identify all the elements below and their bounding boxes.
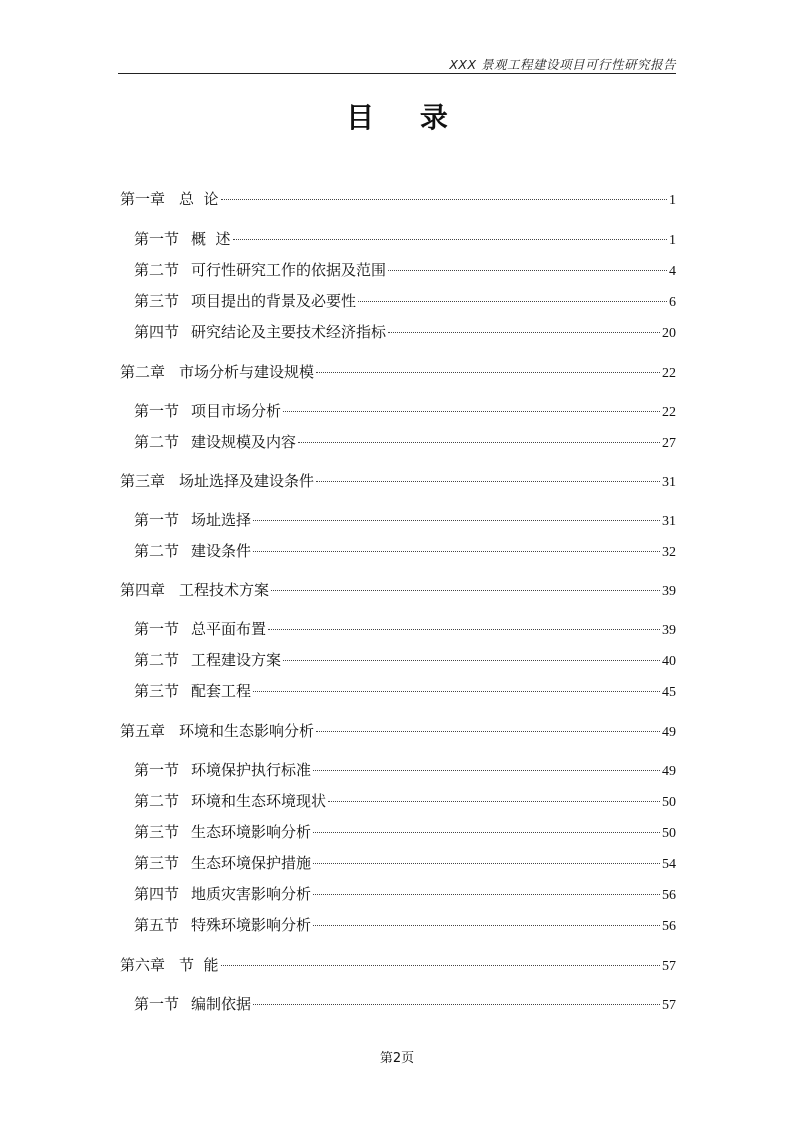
- toc-entry-label: 第四节: [134, 885, 180, 903]
- header-rule: [118, 73, 676, 74]
- toc-section-entry[interactable]: [134, 431, 676, 453]
- toc-dot-leader: [328, 801, 660, 802]
- toc-entry-page-number: 22: [662, 366, 676, 381]
- toc-section-entry[interactable]: [134, 649, 676, 671]
- running-header: XXX 景观工程建设项目可行性研究报告: [449, 57, 676, 72]
- toc-chapter-entry[interactable]: [120, 188, 676, 210]
- toc-entry-page-number: 4: [669, 264, 676, 279]
- toc-entry-page-number: 1: [669, 193, 676, 208]
- toc-chapter-entry[interactable]: [120, 579, 676, 601]
- toc-section-entry[interactable]: [134, 290, 676, 312]
- toc-dot-leader: [316, 372, 660, 373]
- toc-entry-title: 项目提出的背景及必要性: [191, 292, 357, 310]
- toc-entry-title: 编制依据: [191, 995, 252, 1013]
- toc-dot-leader: [316, 731, 660, 732]
- toc-entry-page-number: 57: [662, 959, 676, 974]
- toc-entry-label: 第二节: [134, 792, 180, 810]
- toc-entry-label: 第一节: [134, 995, 180, 1013]
- toc-entry-title: 场址选择: [191, 511, 252, 529]
- toc-entry-title: 总 论: [179, 190, 219, 208]
- toc-entry-title: 环境和生态环境现状: [191, 792, 327, 810]
- toc-section-entry[interactable]: [134, 228, 676, 250]
- toc-entry-label: 第四章: [120, 581, 166, 599]
- toc-entry-title: 总平面布置: [191, 620, 267, 638]
- toc-entry-label: 第二章: [120, 363, 166, 381]
- toc-entry-page-number: 31: [662, 475, 676, 490]
- toc-entry-title: 概 述: [191, 230, 231, 248]
- toc-dot-leader: [253, 691, 660, 692]
- toc-dot-leader: [221, 199, 667, 200]
- toc-section-entry[interactable]: [134, 400, 676, 422]
- toc-entry-title: 可行性研究工作的依据及范围: [191, 261, 387, 279]
- toc-entry-title: 配套工程: [191, 682, 252, 700]
- toc-entry-page-number: 57: [662, 998, 676, 1013]
- toc-section-entry[interactable]: [134, 852, 676, 874]
- toc-entry-title: 生态环境影响分析: [191, 823, 312, 841]
- toc-entry-label: 第一节: [134, 511, 180, 529]
- toc-entry-title: 建设条件: [191, 542, 252, 560]
- toc-entry-title: 研究结论及主要技术经济指标: [191, 323, 387, 341]
- toc-section-entry[interactable]: [134, 914, 676, 936]
- toc-entry-page-number: 31: [662, 514, 676, 529]
- toc-entry-title: 工程技术方案: [179, 581, 270, 599]
- toc-entry-title: 市场分析与建设规模: [179, 363, 315, 381]
- toc-dot-leader: [316, 481, 660, 482]
- toc-entry-page-number: 50: [662, 826, 676, 841]
- toc-section-entry[interactable]: [134, 883, 676, 905]
- toc-entry-label: 第三节: [134, 823, 180, 841]
- toc-entry-page-number: 49: [662, 725, 676, 740]
- toc-entry-label: 第三节: [134, 682, 180, 700]
- toc-dot-leader: [388, 270, 667, 271]
- toc-entry-label: 第一节: [134, 620, 180, 638]
- toc-dot-leader: [253, 520, 660, 521]
- toc-chapter-entry[interactable]: [120, 954, 676, 976]
- toc-entry-label: 第一节: [134, 402, 180, 420]
- toc-entry-title: 工程建设方案: [191, 651, 282, 669]
- toc-entry-title: 场址选择及建设条件: [179, 472, 315, 490]
- toc-dot-leader: [313, 832, 660, 833]
- toc-chapter-entry[interactable]: [120, 470, 676, 492]
- toc-entry-page-number: 56: [662, 919, 676, 934]
- toc-dot-leader: [388, 332, 660, 333]
- toc-entry-label: 第二节: [134, 542, 180, 560]
- toc-entry-label: 第三章: [120, 472, 166, 490]
- toc-entry-page-number: 50: [662, 795, 676, 810]
- toc-entry-title: 环境保护执行标准: [191, 761, 312, 779]
- toc-dot-leader: [313, 770, 660, 771]
- toc-entry-label: 第五节: [134, 916, 180, 934]
- toc-entry-page-number: 6: [669, 295, 676, 310]
- toc-section-entry[interactable]: [134, 759, 676, 781]
- toc-entry-title: 建设规模及内容: [191, 433, 297, 451]
- toc-entry-page-number: 39: [662, 623, 676, 638]
- toc-chapter-entry[interactable]: [120, 361, 676, 383]
- toc-entry-label: 第一章: [120, 190, 166, 208]
- toc-section-entry[interactable]: [134, 321, 676, 343]
- toc-section-entry[interactable]: [134, 509, 676, 531]
- toc-entry-page-number: 20: [662, 326, 676, 341]
- toc-dot-leader: [268, 629, 660, 630]
- toc-entry-title: 地质灾害影响分析: [191, 885, 312, 903]
- toc-dot-leader: [283, 411, 660, 412]
- toc-dot-leader: [313, 925, 660, 926]
- toc-section-entry[interactable]: [134, 790, 676, 812]
- toc-entry-page-number: 56: [662, 888, 676, 903]
- toc-section-entry[interactable]: [134, 259, 676, 281]
- toc-heading: 目 录: [346, 101, 466, 134]
- toc-entry-page-number: 22: [662, 405, 676, 420]
- toc-dot-leader: [298, 442, 660, 443]
- toc-entry-label: 第五章: [120, 722, 166, 740]
- toc-entry-label: 第三节: [134, 854, 180, 872]
- toc-entry-label: 第一节: [134, 230, 180, 248]
- toc-entry-label: 第二节: [134, 433, 180, 451]
- toc-chapter-entry[interactable]: [120, 720, 676, 742]
- toc-dot-leader: [253, 551, 660, 552]
- toc-entry-title: 节 能: [179, 956, 219, 974]
- toc-entry-page-number: 32: [662, 545, 676, 560]
- toc-entry-page-number: 27: [662, 436, 676, 451]
- toc-entry-title: 特殊环境影响分析: [191, 916, 312, 934]
- toc-dot-leader: [313, 863, 660, 864]
- toc-entry-label: 第二节: [134, 261, 180, 279]
- toc-section-entry[interactable]: [134, 540, 676, 562]
- toc-entry-title: 项目市场分析: [191, 402, 282, 420]
- toc-entry-page-number: 54: [662, 857, 676, 872]
- toc-entry-label: 第六章: [120, 956, 166, 974]
- toc-dot-leader: [283, 660, 660, 661]
- toc-dot-leader: [233, 239, 667, 240]
- toc-dot-leader: [313, 894, 660, 895]
- toc-entry-title: 生态环境保护措施: [191, 854, 312, 872]
- toc-entry-title: 环境和生态影响分析: [179, 722, 315, 740]
- toc-dot-leader: [221, 965, 660, 966]
- toc-section-entry[interactable]: [134, 993, 676, 1015]
- toc-entry-page-number: 49: [662, 764, 676, 779]
- toc-entry-label: 第一节: [134, 761, 180, 779]
- toc-section-entry[interactable]: [134, 821, 676, 843]
- toc-entry-page-number: 1: [669, 233, 676, 248]
- toc-entry-page-number: 39: [662, 584, 676, 599]
- toc-dot-leader: [253, 1004, 660, 1005]
- footer-page-number: 第2页: [379, 1051, 415, 1066]
- toc-entry-label: 第四节: [134, 323, 180, 341]
- toc-entry-label: 第三节: [134, 292, 180, 310]
- toc-dot-leader: [271, 590, 660, 591]
- toc-entry-page-number: 40: [662, 654, 676, 669]
- toc-entry-page-number: 45: [662, 685, 676, 700]
- toc-section-entry[interactable]: [134, 618, 676, 640]
- toc-entry-label: 第二节: [134, 651, 180, 669]
- toc-dot-leader: [358, 301, 667, 302]
- toc-section-entry[interactable]: [134, 680, 676, 702]
